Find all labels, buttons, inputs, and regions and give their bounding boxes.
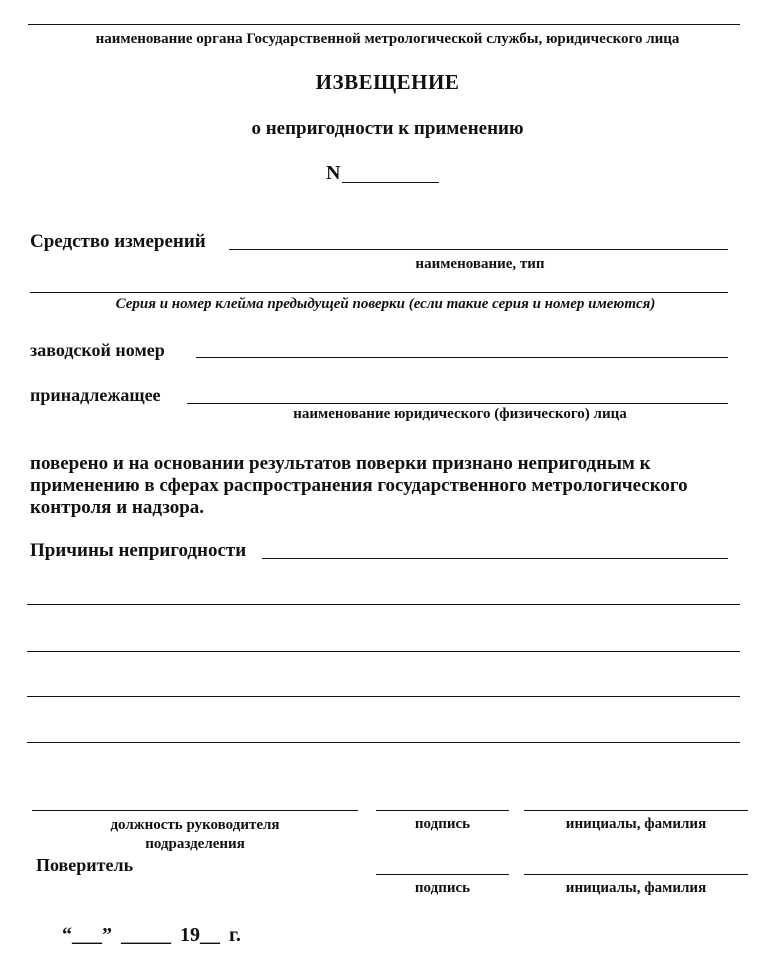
date-year-blank: __: [200, 924, 220, 946]
instrument-label: Средство измерений: [30, 231, 206, 252]
statement-line-2: применению в сферах распространения государственного метрологического: [30, 475, 688, 496]
statement-line-3: контроля и надзора.: [30, 497, 205, 518]
statement-line-1: поверено и на основании результатов поверки признано непригодным к: [30, 453, 651, 474]
owner-label: принадлежащее: [30, 385, 161, 405]
reasons-line-2: [27, 651, 740, 652]
head-position-line: [32, 810, 358, 811]
date-year-prefix: 19: [180, 924, 200, 946]
reasons-label: Причины непригодности: [30, 540, 247, 561]
verification-statement: [30, 453, 688, 519]
document-title: ИЗВЕЩЕНИЕ: [315, 70, 460, 94]
date-month-blank: _____: [121, 924, 171, 946]
instrument-line: [229, 249, 728, 250]
head-name-caption: инициалы, фамилия: [565, 816, 707, 832]
reasons-line-1: [27, 604, 740, 605]
head-position-caption: [70, 816, 320, 854]
reasons-line-3: [27, 696, 740, 697]
reasons-line-0: [262, 558, 728, 559]
notice-number-line: [342, 182, 439, 183]
verifier-signature-line: [376, 874, 509, 875]
reasons-line-4: [27, 742, 740, 743]
owner-caption: наименование юридического (физического) лица: [293, 406, 627, 422]
date-line: [62, 924, 241, 947]
number-label: N: [326, 162, 341, 184]
verifier-signature-caption: подпись: [414, 880, 471, 896]
instrument-caption: наименование, тип: [415, 256, 545, 272]
date-year-suffix: г.: [229, 924, 241, 946]
verifier-label: Поверитель: [36, 855, 134, 875]
date-day-blank: ___: [72, 924, 102, 946]
head-signature-caption: подпись: [414, 816, 471, 832]
head-name-line: [524, 810, 748, 811]
document-subtitle: о непригодности к применению: [251, 118, 524, 139]
notice-number: [326, 162, 340, 185]
verifier-name-caption: инициалы, фамилия: [565, 880, 707, 896]
stamp-series-caption: Серия и номер клейма предыдущей поверки (если такие серия и номер имеются): [115, 296, 656, 312]
stamp-series-line: [30, 292, 728, 293]
org-name-caption: наименование органа Государственной метрологической службы, юридического лица: [95, 31, 680, 47]
head-position-caption-line-1: должность руководителя: [110, 817, 280, 833]
date-open-quote: “: [62, 924, 72, 946]
serial-label: заводской номер: [30, 340, 165, 360]
head-position-caption-line-2: подразделения: [145, 836, 245, 852]
date-close-quote: ”: [102, 924, 112, 946]
serial-line: [196, 357, 728, 358]
head-signature-line: [376, 810, 509, 811]
owner-line: [187, 403, 728, 404]
verifier-name-line: [524, 874, 748, 875]
org-name-line: [28, 24, 740, 25]
